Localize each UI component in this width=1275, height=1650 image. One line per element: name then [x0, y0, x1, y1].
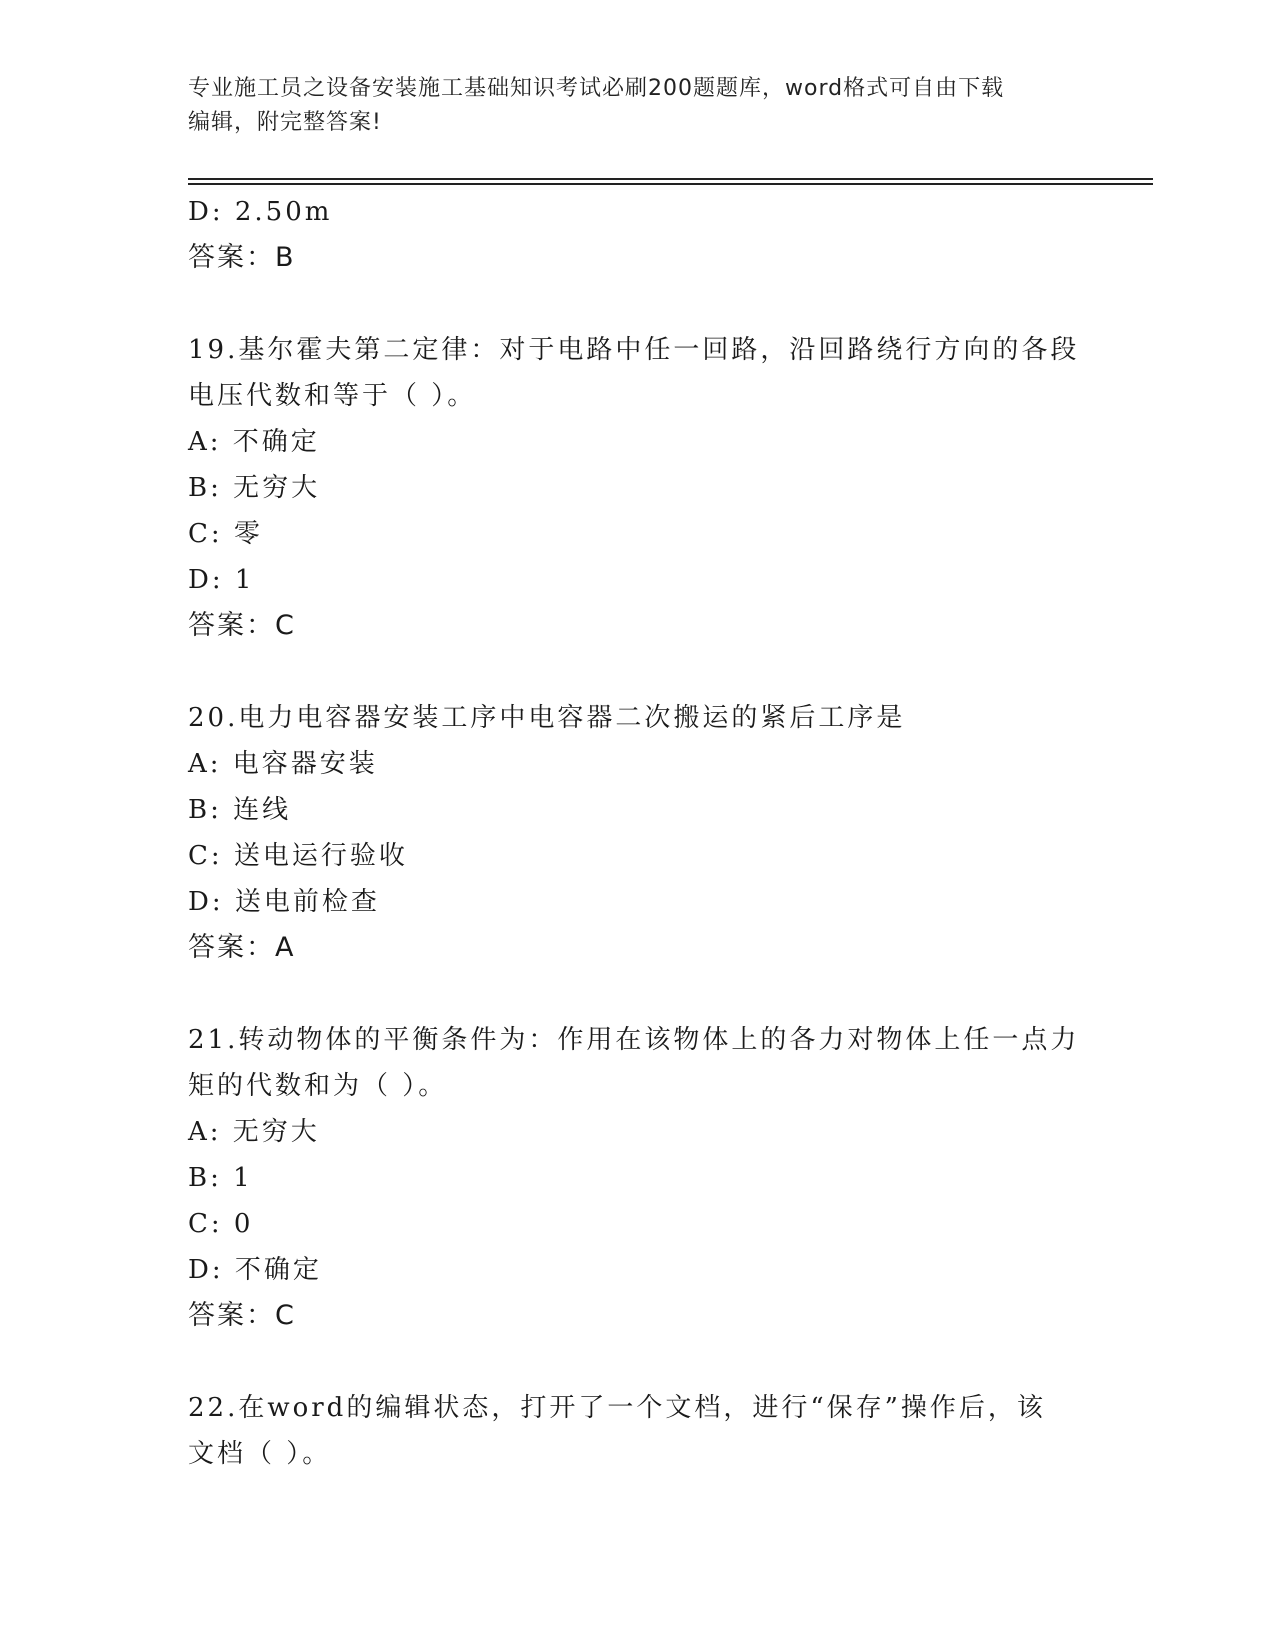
header-line-2: 编辑，附完整答案! [188, 110, 382, 135]
question-21-text-line-1: 21.转动物体的平衡条件为：作用在该物体上的各力对物体上任一点力 [188, 1025, 1080, 1055]
question-22 [188, 1385, 1088, 1477]
spacer [188, 649, 1088, 695]
question-20-option-a: A: 电容器安装 [188, 749, 378, 779]
question-19-option-a: A: 不确定 [188, 427, 320, 457]
question-20-text-line-1: 20.电力电容器安装工序中电容器二次搬运的紧后工序是 [188, 703, 906, 733]
prev-answer: 答案：B [188, 242, 296, 273]
question-21 [188, 1017, 1088, 1109]
question-20-option-b: B: 连线 [188, 795, 292, 825]
question-19-option-d: D: 1 [188, 565, 255, 595]
question-19-text-line-1: 19.基尔霍夫第二定律：对于电路中任一回路，沿回路绕行方向的各段 [188, 335, 1080, 365]
spacer [188, 281, 1088, 327]
question-21-text-line-2: 矩的代数和为（ ）。 [188, 1071, 448, 1101]
question-21-option-b: B: 1 [188, 1163, 253, 1193]
question-19-option-c: C: 零 [188, 519, 263, 549]
question-22-text-line-1: 22.在word的编辑状态，打开了一个文档，进行“保存”操作后，该 [188, 1393, 1046, 1423]
document-header [188, 72, 1088, 140]
question-21-option-c: C: 0 [188, 1209, 254, 1239]
prev-option-d: D: 2.50m [188, 197, 333, 227]
header-line-1: 专业施工员之设备安装施工基础知识考试必刷200题题库，word格式可自由下载 [188, 76, 1005, 101]
question-19 [188, 327, 1088, 419]
spacer [188, 1339, 1088, 1385]
header-divider-top [188, 178, 1153, 180]
spacer [188, 971, 1088, 1017]
question-20 [188, 695, 1088, 741]
question-21-option-a: A: 无穷大 [188, 1117, 320, 1147]
question-20-option-c: C: 送电运行验收 [188, 841, 408, 871]
question-content [188, 189, 1088, 1477]
question-19-option-b: B: 无穷大 [188, 473, 321, 503]
question-20-option-d: D: 送电前检查 [188, 887, 380, 917]
question-21-answer: 答案：C [188, 1300, 296, 1331]
question-20-answer: 答案：A [188, 932, 296, 963]
question-19-text-line-2: 电压代数和等于（ ）。 [188, 381, 477, 411]
header-divider-bottom [188, 183, 1153, 185]
question-21-option-d: D: 不确定 [188, 1255, 322, 1285]
question-19-answer: 答案：C [188, 610, 296, 641]
question-22-text-line-2: 文档（ ）。 [188, 1439, 332, 1469]
